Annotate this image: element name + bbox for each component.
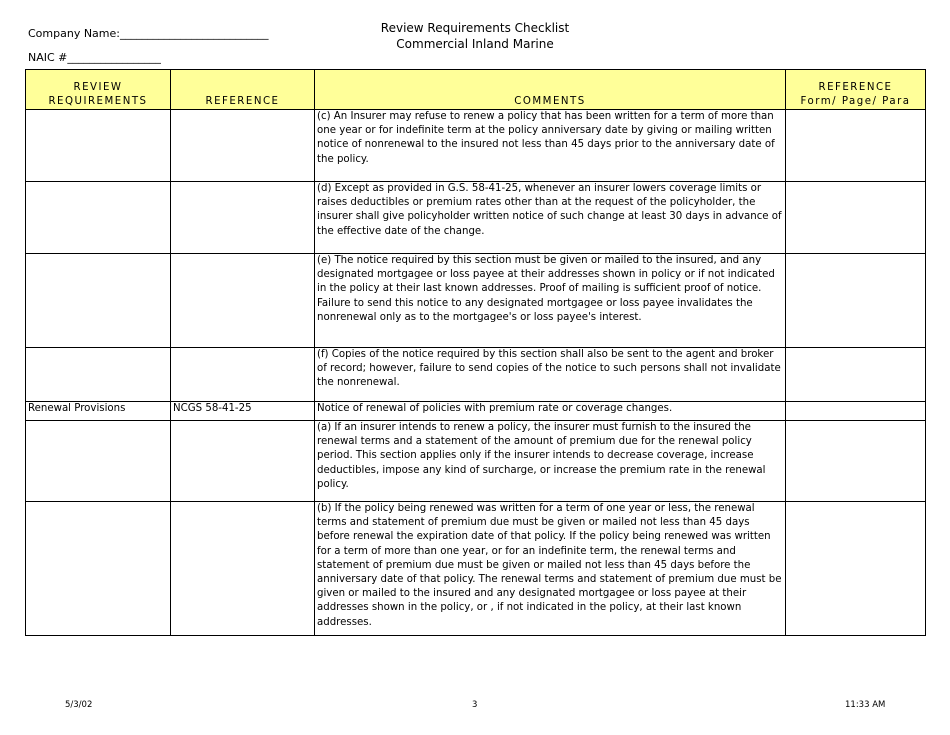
table-row — [26, 348, 926, 402]
cell-review — [26, 421, 171, 502]
column-header-reference-form-page-para — [786, 70, 926, 110]
cell-reference: NCGS 58-41-25 — [171, 402, 315, 421]
cell-comment: (d) Except as provided in G.S. 58-41-25, whenever an insurer lowers coverage limits or raises deductibles or premium rates other than at the request of the policyholder, the insurer shall give policyholder written notice of such change at least 30 days in advance of the effective date of the change. — [315, 182, 786, 254]
column-header-review-line1: REVIEW — [73, 82, 123, 93]
column-header-review-requirements — [26, 70, 171, 110]
column-header-ref2-line1: REFERENCE — [818, 82, 893, 93]
cell-ref2 — [786, 254, 926, 348]
cell-review — [26, 182, 171, 254]
table-header-row — [26, 70, 926, 110]
cell-reference — [171, 502, 315, 636]
table-row — [26, 421, 926, 502]
review-checklist-table — [25, 69, 926, 636]
cell-ref2 — [786, 110, 926, 182]
cell-review — [26, 502, 171, 636]
document-title: Review Requirements Checklist — [380, 21, 570, 35]
cell-ref2 — [786, 421, 926, 502]
footer-page-number: 3 — [472, 700, 478, 710]
cell-ref2 — [786, 502, 926, 636]
cell-comment: (a) If an insurer intends to renew a policy, the insurer must furnish to the insured the renewal terms and a statement of the amount of premium due for the renewal policy period. This section applies only if the insurer intends to decrease coverage, increase deductibles, impose any kind of surcharge, or increase the premium rate in the renewal policy. — [315, 421, 786, 502]
cell-review — [26, 348, 171, 402]
cell-comment: (c) An Insurer may refuse to renew a policy that has been written for a term of more than one year or for indefinite term at the policy anniversary date by giving or mailing written notice of nonrenewal to the insured not less than 45 days prior to the anniversary date of the policy. — [315, 110, 786, 182]
cell-reference — [171, 182, 315, 254]
footer-date: 5/3/02 — [65, 700, 93, 710]
cell-reference — [171, 110, 315, 182]
cell-comment: (f) Copies of the notice required by this section shall also be sent to the agent and broker of record; however, failure to send copies of the notice to such persons shall not invalidate the nonrenewal. — [315, 348, 786, 402]
table-row — [26, 502, 926, 636]
cell-comment: Notice of renewal of policies with premium rate or coverage changes. — [315, 402, 786, 421]
column-header-ref2-line2: Form/ Page/ Para — [800, 95, 911, 107]
table-row — [26, 182, 926, 254]
cell-reference — [171, 421, 315, 502]
cell-review: Renewal Provisions — [26, 402, 171, 421]
column-header-comments-label: COMMENTS — [514, 95, 586, 107]
cell-comment: (b) If the policy being renewed was written for a term of one year or less, the renewal terms and statement of premium due must be given or mailed not less than 45 days before renewal the expiration date of that policy. If the policy being renewed was written for a term of more than one year, or for an indefinite term, the renewal terms and statement of premium due must be given or mailed not less than 45 days before the anniversary date of that policy. The renewal terms and statement of premium due must be given or mailed to the insured and any designated mortgagee or loss payee at their addresses shown in the policy, or , if not indicated in the policy, at their last known addresses. — [315, 502, 786, 636]
footer-time: 11:33 AM — [845, 700, 886, 710]
cell-reference — [171, 254, 315, 348]
table-row — [26, 110, 926, 182]
table-row — [26, 402, 926, 421]
cell-ref2 — [786, 182, 926, 254]
naic-field: NAIC #_________________ — [28, 51, 161, 64]
column-header-review-line2: REQUIREMENTS — [48, 95, 148, 107]
document-subtitle: Commercial Inland Marine — [396, 37, 554, 51]
column-header-comments — [315, 70, 786, 110]
cell-comment: (e) The notice required by this section must be given or mailed to the insured, and any designated mortgagee or loss payee at their addresses shown in policy or if not indicated in the policy at their last known addresses. Proof of mailing is sufficient proof of notice. Failure to send this notice to any designated mortgagee or loss payee invalidates the nonrenewal only as to the mortgagee's or loss payee's interest. — [315, 254, 786, 348]
cell-ref2 — [786, 402, 926, 421]
company-name-field: Company Name:___________________________ — [28, 27, 269, 40]
cell-reference — [171, 348, 315, 402]
cell-ref2 — [786, 348, 926, 402]
column-header-reference-label: REFERENCE — [205, 95, 280, 107]
column-header-reference — [171, 70, 315, 110]
cell-review — [26, 254, 171, 348]
cell-review — [26, 110, 171, 182]
table-row — [26, 254, 926, 348]
